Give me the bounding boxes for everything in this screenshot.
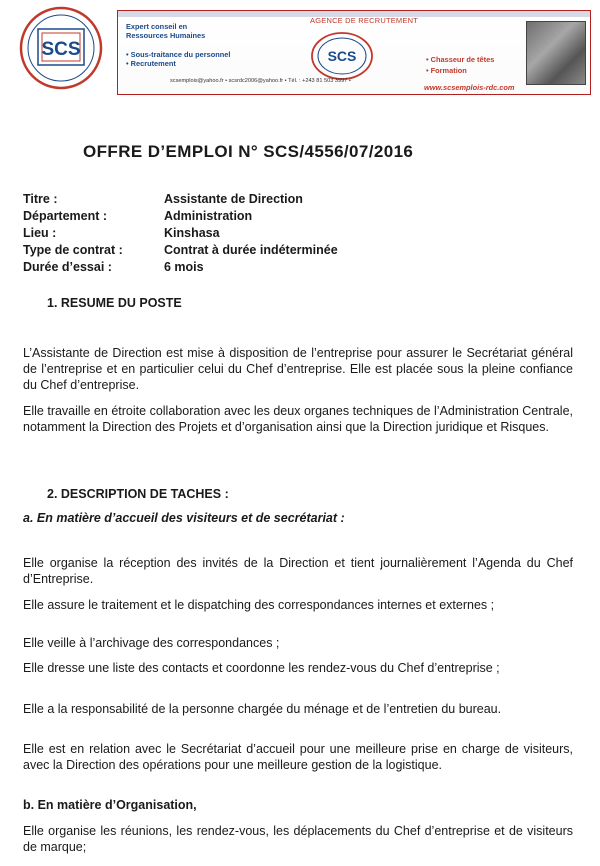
service-item: • Recrutement <box>126 59 176 68</box>
info-row <box>23 192 563 209</box>
letterhead-banner <box>117 10 591 95</box>
info-label: Lieu : <box>23 226 57 240</box>
banner-services-right <box>426 54 526 76</box>
service-item: • Chasseur de têtes <box>426 55 495 64</box>
section-heading-taches: 2. DESCRIPTION DE TACHES : <box>47 487 229 501</box>
website-link: www.scsemplois-rdc.com <box>424 83 515 92</box>
service-item: • Formation <box>426 66 467 75</box>
info-label: Titre : <box>23 192 58 206</box>
offer-title: OFFRE D’EMPLOI N° SCS/4556/07/2016 <box>83 142 414 161</box>
info-value: Administration <box>164 209 253 223</box>
contact-line: scsemplois@yahoo.fr • scsrdc2006@yahoo.fr • Tél. : +243 81 503 3997 • <box>170 78 351 84</box>
info-label: Type de contrat : <box>23 243 123 257</box>
paragraph: Elle organise les réunions, les rendez-vous, les déplacements du Chef d’entreprise et de visiteurs de marque; <box>23 824 573 854</box>
paragraph: Elle a la responsabilité de la personne chargée du ménage et de l’entretien du bureau. <box>23 702 502 716</box>
info-value: 6 mois <box>164 260 204 274</box>
scs-logo <box>12 4 110 92</box>
paragraph: Elle dresse une liste des contacts et coordonne les rendez-vous du Chef d’entreprise ; <box>23 661 500 675</box>
info-value: Assistante de Direction <box>164 192 303 206</box>
info-value: Kinshasa <box>164 226 220 240</box>
paragraph: Elle veille à l’archivage des correspondances ; <box>23 636 280 650</box>
banner-logo-text: SCS <box>327 48 357 64</box>
paragraph: Elle assure le traitement et le dispatching des correspondances internes et externes ; <box>23 598 495 612</box>
info-row <box>23 226 563 243</box>
info-row <box>23 243 563 260</box>
info-row <box>23 260 563 277</box>
expert-line-1: Expert conseil en <box>126 22 188 31</box>
expert-line-2: Ressources Humaines <box>126 31 206 40</box>
logo-text: SCS <box>41 39 81 60</box>
job-info <box>23 192 563 277</box>
paragraph: L’Assistante de Direction est mise à disposition de l’entreprise pour assurer le Secrétariat général de l’entreprise et en particulier celui du Chef d’entreprise. Elle est placée sous la pleine confiance du Chef d’entreprise. <box>23 346 573 392</box>
info-label: Durée d’essai : <box>23 260 112 274</box>
service-item: • Sous-traitance du personnel <box>126 50 231 59</box>
subheading-organisation: b. En matière d’Organisation, <box>23 798 197 812</box>
paragraph: Elle travaille en étroite collaboration avec les deux organes techniques de l’Administration Centrale, notamment la Direction des Projets et d’organisation ainsi que la Direction juridique et Risques. <box>23 404 573 434</box>
info-value: Contrat à durée indéterminée <box>164 243 338 257</box>
banner-services-left <box>126 22 276 68</box>
paragraph: Elle organise la réception des invités de la Direction et tient journalièrement l’Agenda du Chef d’Entreprise. <box>23 556 573 586</box>
section-heading-resume: 1. RESUME DU POSTE <box>47 296 182 310</box>
info-row <box>23 209 563 226</box>
subheading-accueil: a. En matière d’accueil des visiteurs et de secrétariat : <box>23 511 345 525</box>
paragraph: Elle est en relation avec le Secrétariat d’accueil pour une meilleure prise en charge de visiteurs, avec la Direction des opérations pour une meilleure gestion de la logistique. <box>23 742 573 772</box>
scs-banner-logo <box>310 30 374 82</box>
agency-label: AGENCE DE RECRUTEMENT <box>310 16 418 25</box>
info-label: Département : <box>23 209 108 223</box>
office-photo <box>526 21 586 85</box>
